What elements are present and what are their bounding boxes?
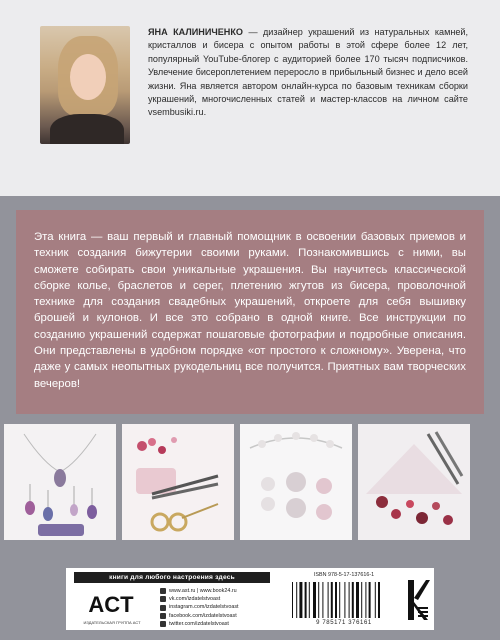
author-photo — [40, 26, 130, 144]
publisher-caption: ИЗДАТЕЛЬСКАЯ ГРУППА АСТ — [83, 620, 141, 625]
web-icon — [160, 588, 166, 594]
barcode-bar — [318, 582, 319, 618]
jewelry-photo-earrings — [4, 424, 116, 540]
jewelry-photo-beads — [358, 424, 470, 540]
book-description: Эта книга — ваш первый и главный помощник в освоении базовых приемов и техник создания бижутерии своими руками. Познакомившись с ними, вы сможете собирать свои уникальные украшения. Вы научитесь классической сборке колье, браслетов и серег, плетению жгутов из бисера, проволочной технике для создания свадебных украшений, откроете для себя вышивку брошей и кулонов. И все это собрано в одной книге. Все инструкции по созданию украшений содержат пошаговые фотографии и подробные описания. Они представлены в удобном порядке «от простого к сложному». Уверена, что даже у самых неопытных рукодельниц все получится. Приятных вам творческих вечеров! — [34, 231, 466, 390]
barcode-bar — [365, 582, 366, 618]
barcode-bar — [352, 582, 354, 618]
barcode-bar — [305, 582, 307, 618]
link-twitter[interactable]: twitter.com/izdatelstvoast — [160, 620, 270, 628]
barcode-bar — [356, 582, 359, 618]
author-name: ЯНА КАЛИНИЧЕНКО — [148, 27, 244, 37]
barcode-bar — [361, 582, 362, 618]
barcode-bar — [331, 582, 333, 618]
barcode-bar — [344, 582, 345, 618]
face-shape — [70, 54, 106, 100]
barcode-bar — [292, 582, 293, 618]
ast-logo-text: ACT — [88, 592, 134, 617]
vk-icon — [160, 596, 166, 602]
twitter-icon — [160, 621, 166, 627]
k-logo-icon — [406, 578, 430, 622]
barcode-bar — [322, 582, 323, 618]
facebook-icon — [160, 613, 166, 619]
barcode-bar — [296, 582, 297, 618]
pearls-illustration — [240, 424, 352, 540]
isbn-text: ISBN 978-5-17-137616-1 — [313, 572, 375, 578]
link-facebook[interactable]: facebook.com/izdatelstvoast — [160, 612, 270, 620]
publisher-tagline: книги для любого настроения здесь — [74, 572, 270, 583]
barcode-bar — [349, 582, 350, 618]
jewelry-photo-pearls — [240, 424, 352, 540]
barcode-bar — [369, 582, 371, 618]
barcode-bar — [328, 582, 329, 618]
barcode-bar — [339, 582, 340, 618]
jewelry-photo-tools — [122, 424, 234, 540]
beads-illustration — [358, 424, 470, 540]
tools-illustration — [122, 424, 234, 540]
shoulders-shape — [50, 114, 124, 144]
link-instagram[interactable]: instagram.com/izdatelstvoast — [160, 603, 270, 611]
link-vk[interactable]: vk.com/izdatelstvoast — [160, 595, 270, 603]
barcode-bar — [299, 582, 302, 618]
barcode-number: 9 785171 376161 — [316, 620, 372, 626]
publisher-links — [160, 587, 270, 628]
author-bio-text: — дизайнер украшений из натуральных камней, кристаллов и бисера с опытом работы в этой сфере более 12 лет, популярный YouTube-блогер с аудиторией более 170 тысяч подписчиков. Увлечение бисероплетением переросло в прибыльный бизнес и дело всей жизни. Яна является автором онлайн-курса по базовым техникам сборки украшений, многочисленных статей и мастер-классов на личном сайте vsembusiki.ru. — [148, 27, 469, 118]
ast-logo — [82, 590, 140, 618]
barcode-bar — [378, 582, 380, 618]
barcode-bar — [313, 582, 316, 618]
barcode — [288, 580, 400, 620]
author-bio — [148, 26, 468, 120]
barcode-bar — [375, 582, 376, 618]
link-web[interactable]: www.ast.ru | www.book24.ru — [160, 587, 270, 595]
earrings-illustration — [4, 424, 116, 540]
barcode-bar — [335, 582, 337, 618]
instagram-icon — [160, 605, 166, 611]
barcode-bar — [309, 582, 310, 618]
